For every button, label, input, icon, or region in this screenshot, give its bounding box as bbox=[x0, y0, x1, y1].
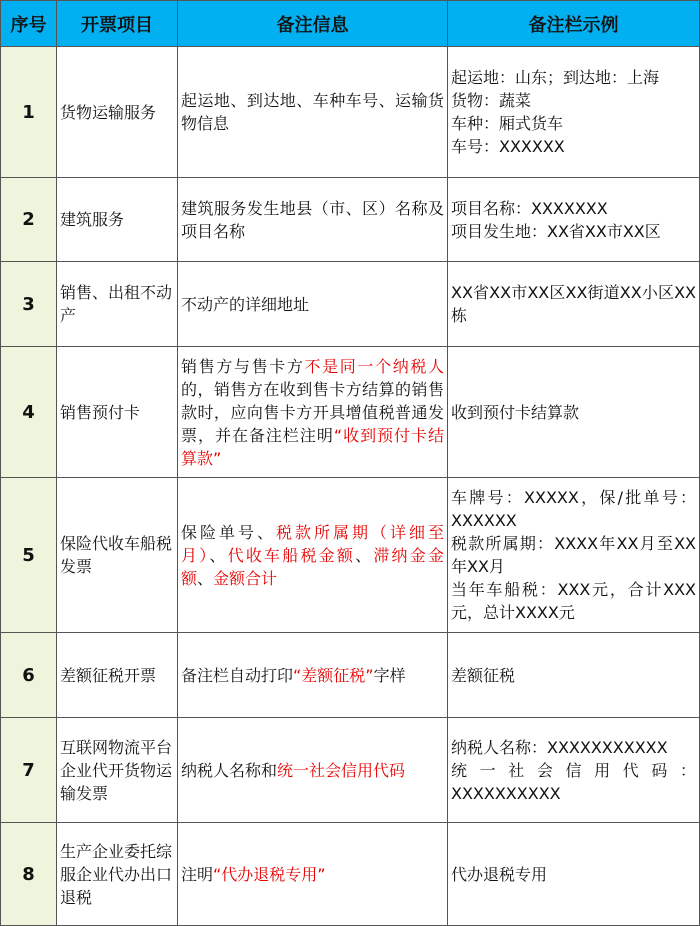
remark-highlight: 税款所属期（详细至月） bbox=[181, 522, 444, 565]
remark-example bbox=[448, 478, 700, 633]
remark-info bbox=[178, 262, 448, 347]
header-note: 备注信息 bbox=[178, 1, 448, 47]
table-row bbox=[1, 823, 700, 926]
example-line: 统一社会信用代码：XXXXXXXXXX bbox=[451, 760, 696, 803]
row-number: 4 bbox=[1, 347, 57, 478]
remark-example bbox=[448, 633, 700, 718]
invoice-item: 保险代收车船税发票 bbox=[57, 478, 178, 633]
invoice-item: 货物运输服务 bbox=[57, 47, 178, 178]
table-row bbox=[1, 347, 700, 478]
row-number: 8 bbox=[1, 823, 57, 926]
remark-example bbox=[448, 347, 700, 478]
remark-example bbox=[448, 178, 700, 262]
remark-text: 建筑服务发生地县（市、区）名称及项目名称 bbox=[181, 198, 444, 241]
row-number: 5 bbox=[1, 478, 57, 633]
example-line: 当年车船税：XXX元，合计XXX元，总计XXXX元 bbox=[451, 580, 696, 622]
row-number: 7 bbox=[1, 718, 57, 823]
example-line: 差额征税 bbox=[451, 665, 516, 685]
remark-text: 销售方与售卡方 bbox=[181, 356, 305, 376]
table-row bbox=[1, 262, 700, 347]
invoice-item: 生产企业委托综服企业代办出口退税 bbox=[57, 823, 178, 926]
table-row bbox=[1, 47, 700, 178]
header-no: 序号 bbox=[1, 1, 57, 47]
example-line: 车牌号：XXXXX，保/批单号：XXXXXX bbox=[451, 488, 696, 530]
remark-info bbox=[178, 478, 448, 633]
remark-highlight: “差额征税” bbox=[293, 665, 374, 685]
remark-text: 注明 bbox=[181, 864, 214, 884]
remark-info bbox=[178, 178, 448, 262]
remark-example bbox=[448, 718, 700, 823]
remark-info bbox=[178, 633, 448, 718]
row-number: 2 bbox=[1, 178, 57, 262]
remark-text: 起运地、到达地、车种车号、运输货物信息 bbox=[181, 91, 444, 133]
remark-highlight: 统一社会信用代码 bbox=[277, 760, 406, 780]
header-item: 开票项目 bbox=[57, 1, 178, 47]
table-row bbox=[1, 718, 700, 823]
table-header-row bbox=[1, 1, 700, 47]
invoice-item: 销售、出租不动产 bbox=[57, 262, 178, 347]
invoice-item: 互联网物流平台企业代开货物运输发票 bbox=[57, 718, 178, 823]
row-number: 6 bbox=[1, 633, 57, 718]
example-line: 项目名称：XXXXXXX bbox=[451, 198, 608, 218]
example-line: 项目发生地：XX省XX市XX区 bbox=[451, 221, 661, 241]
example-line: 代办退税专用 bbox=[451, 864, 548, 884]
remark-highlight: 滞纳金金额 bbox=[181, 545, 444, 588]
remark-highlight: 不是同一个纳税人 bbox=[304, 356, 444, 376]
remark-example bbox=[448, 262, 700, 347]
header-example: 备注栏示例 bbox=[448, 1, 700, 47]
remark-text: 、 bbox=[197, 568, 214, 588]
remark-text: 、 bbox=[355, 545, 374, 565]
remark-highlight: “代办退税专用” bbox=[213, 864, 326, 884]
invoice-item: 建筑服务 bbox=[57, 178, 178, 262]
table-body bbox=[1, 47, 700, 926]
example-line: 纳税人名称：XXXXXXXXXXX bbox=[451, 737, 668, 757]
remark-text: 不动产的详细地址 bbox=[181, 294, 310, 314]
table-row bbox=[1, 178, 700, 262]
remark-info bbox=[178, 718, 448, 823]
remark-info bbox=[178, 347, 448, 478]
remark-text: 保险单号、 bbox=[181, 522, 276, 542]
remark-text: 、 bbox=[209, 545, 228, 565]
remark-info bbox=[178, 47, 448, 178]
remark-text: 字样 bbox=[373, 665, 406, 685]
row-number: 3 bbox=[1, 262, 57, 347]
remark-highlight: 代收车船税金额 bbox=[227, 545, 356, 565]
remark-text: 的，销售方在收到售卡方结算的销售款时，应向售卡方开具增值税普通发票，并在备注栏注明 bbox=[181, 379, 444, 445]
example-line: 货物：蔬菜 bbox=[451, 91, 532, 110]
row-number: 1 bbox=[1, 47, 57, 178]
table-row bbox=[1, 633, 700, 718]
example-line: 税款所属期：XXXX年XX月至XX年XX月 bbox=[451, 534, 696, 576]
remark-info bbox=[178, 823, 448, 926]
example-line: XX省XX市XX区XX街道XX小区XX栋 bbox=[451, 283, 696, 325]
remark-text: 纳税人名称和 bbox=[181, 760, 278, 780]
invoice-item: 差额征税开票 bbox=[57, 633, 178, 718]
remark-highlight: 金额合计 bbox=[213, 568, 278, 588]
remark-example bbox=[448, 823, 700, 926]
remark-example bbox=[448, 47, 700, 178]
example-line: 起运地：山东；到达地：上海 bbox=[451, 68, 660, 87]
table-row bbox=[1, 478, 700, 633]
remark-text: 备注栏自动打印 bbox=[181, 665, 294, 685]
example-line: 车号：XXXXXX bbox=[451, 137, 565, 156]
example-line: 车种：厢式货车 bbox=[451, 114, 564, 133]
remark-highlight: “收到预付卡结算款” bbox=[181, 425, 444, 468]
invoice-item: 销售预付卡 bbox=[57, 347, 178, 478]
example-line: 收到预付卡结算款 bbox=[451, 402, 580, 422]
